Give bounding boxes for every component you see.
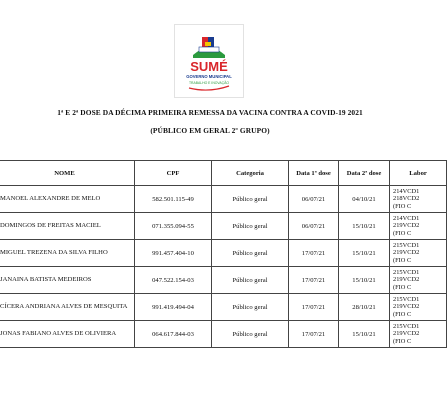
- cell-dose2: 15/10/21: [339, 213, 390, 240]
- lab-line: 219VCD2: [393, 330, 420, 338]
- column-header-lab: Labor: [390, 161, 447, 186]
- cell-category: Público geral: [212, 321, 289, 348]
- document-subtitle: (PÚBLICO EM GERAL 2º GRUPO): [150, 126, 270, 135]
- column-header-category: Categoria: [212, 161, 289, 186]
- lab-line: 215VCD1: [393, 295, 420, 303]
- vaccination-table: [0, 160, 447, 348]
- lab-line: (FIO C: [393, 310, 412, 318]
- lab-line: 219VCD2: [393, 276, 420, 284]
- cell-dose1: 17/07/21: [289, 321, 339, 348]
- lab-line: 219VCD2: [393, 303, 420, 311]
- sume-logo: [174, 24, 244, 98]
- lab-line: 214VCD1: [393, 187, 420, 195]
- column-header-dose1: Data 1ª dose: [289, 161, 339, 186]
- logo-flag-yellow: [205, 42, 211, 46]
- document-title: 1ª E 2ª DOSE DA DÉCIMA PRIMEIRA REMESSA DA VACINA CONTRA A COVID-19 2021: [57, 108, 363, 117]
- logo-flag-white: [199, 47, 219, 52]
- lab-line: 215VCD1: [393, 241, 420, 249]
- table-row: [0, 294, 447, 321]
- cell-category: Público geral: [212, 294, 289, 321]
- cell-dose1: 06/07/21: [289, 213, 339, 240]
- cell-name: JONAS FABIANO ALVES DE OLIVIERA: [0, 321, 135, 348]
- lab-line: 215VCD1: [393, 268, 420, 276]
- cell-category: Público geral: [212, 213, 289, 240]
- lab-line: 219VCD2: [393, 222, 420, 230]
- cell-name: JANAINA BATISTA MEDEIROS: [0, 267, 135, 294]
- cell-dose1: 06/07/21: [289, 186, 339, 213]
- cell-dose2: 28/10/21: [339, 294, 390, 321]
- cell-dose2: 15/10/21: [339, 240, 390, 267]
- lab-line: 218VCD2: [393, 195, 420, 203]
- cell-cpf: 064.617.844-03: [135, 321, 212, 348]
- table-row: [0, 213, 447, 240]
- table-row: [0, 186, 447, 213]
- cell-name: MANOEL ALEXANDRE DE MELO: [0, 186, 135, 213]
- table-header-row: [0, 161, 447, 186]
- lab-line: (FIO C: [393, 229, 412, 237]
- table-row: [0, 267, 447, 294]
- logo-motto: TRABALHO E INOVAÇÃO: [188, 81, 230, 85]
- cell-category: Público geral: [212, 186, 289, 213]
- cell-cpf: 991.457.404-10: [135, 240, 212, 267]
- cell-name: MIGUEL TREZENA DA SILVA FILHO: [0, 240, 135, 267]
- lab-line: (FIO C: [393, 337, 412, 345]
- cell-dose1: 17/07/21: [289, 294, 339, 321]
- cell-cpf: 582.501.115-49: [135, 186, 212, 213]
- cell-lab: [390, 321, 447, 348]
- column-header-dose2: Data 2ª dose: [339, 161, 390, 186]
- cell-name: DOMINGOS DE FREITAS MACIEL: [0, 213, 135, 240]
- column-header-cpf: CPF: [135, 161, 212, 186]
- cell-dose1: 17/07/21: [289, 267, 339, 294]
- lab-line: (FIO C: [393, 283, 412, 291]
- cell-category: Público geral: [212, 240, 289, 267]
- sume-emblem-icon: [175, 25, 243, 97]
- column-header-name: NOME: [0, 161, 135, 186]
- cell-lab: [390, 267, 447, 294]
- cell-dose1: 17/07/21: [289, 240, 339, 267]
- logo-name: SUMÉ: [190, 59, 228, 74]
- cell-dose2: 15/10/21: [339, 321, 390, 348]
- cell-cpf: 047.522.154-03: [135, 267, 212, 294]
- cell-dose2: 04/10/21: [339, 186, 390, 213]
- logo-swoosh: [189, 86, 229, 90]
- table-row: [0, 240, 447, 267]
- lab-line: (FIO C: [393, 202, 412, 210]
- cell-lab: [390, 186, 447, 213]
- cell-name: CÍCERA ANDRIANA ALVES DE MESQUITA: [0, 294, 135, 321]
- cell-category: Público geral: [212, 267, 289, 294]
- lab-line: 219VCD2: [393, 249, 420, 257]
- logo-subtitle: GOVERNO MUNICIPAL: [186, 74, 232, 79]
- cell-lab: [390, 213, 447, 240]
- table-row: [0, 321, 447, 348]
- cell-cpf: 991.419.494-04: [135, 294, 212, 321]
- lab-line: 215VCD1: [393, 322, 420, 330]
- lab-line: 214VCD1: [393, 214, 420, 222]
- cell-cpf: 071.355.094-55: [135, 213, 212, 240]
- cell-lab: [390, 240, 447, 267]
- lab-line: (FIO C: [393, 256, 412, 264]
- cell-dose2: 15/10/21: [339, 267, 390, 294]
- cell-lab: [390, 294, 447, 321]
